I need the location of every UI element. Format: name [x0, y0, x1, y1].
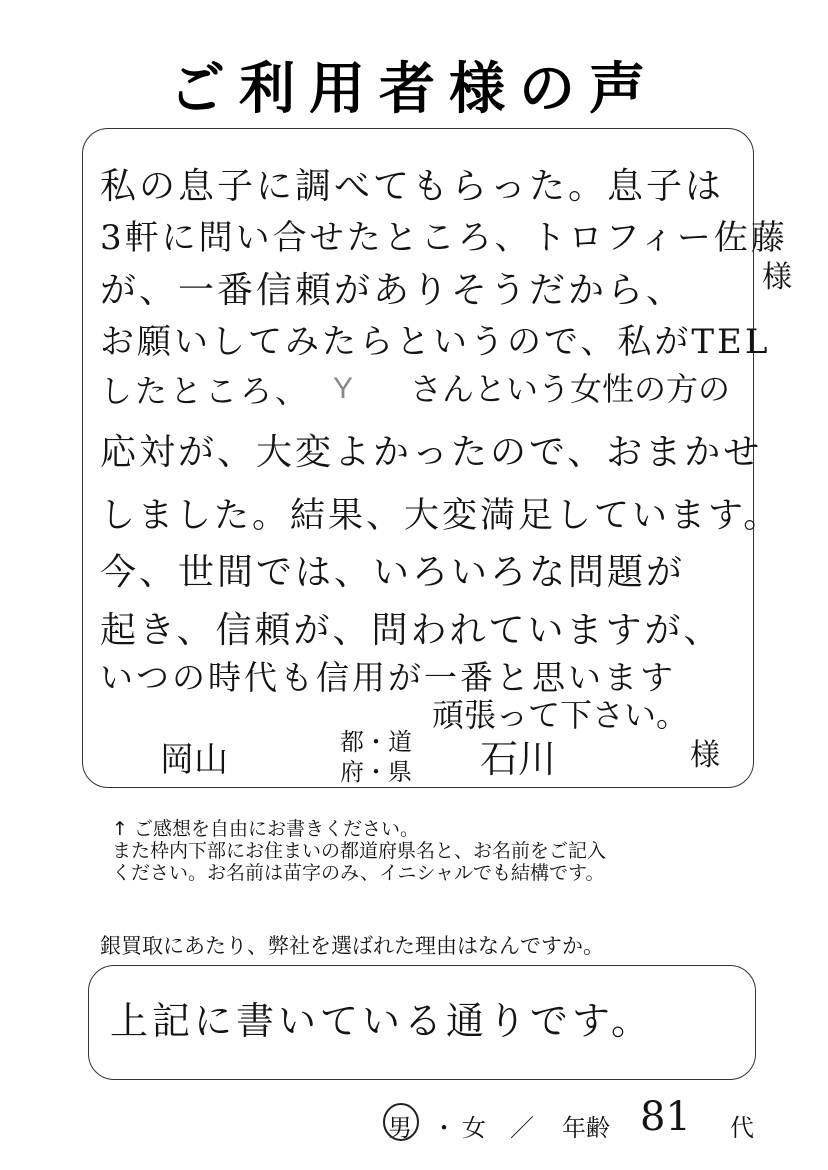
comment-line-2: 3軒に問い合せたところ、トロフィー佐藤 — [100, 218, 788, 258]
footer-slash: ／ — [510, 1114, 534, 1142]
gender-male-label: 男 — [388, 1114, 412, 1142]
comment-line-4: お願いしてみたらというので、私がTEL — [100, 322, 771, 362]
reason-question: 銀買取にあたり、弊社を選ばれた理由はなんですか。 — [100, 934, 604, 958]
comment-line-8: 今、世間では、いろいろな問題が — [100, 552, 686, 593]
comment-line-9: 起き、信頼が、問われていますが、 — [100, 610, 723, 651]
gender-circle-mark — [380, 1100, 422, 1144]
page-title: ご利用者様の声 — [169, 57, 659, 122]
gender-female: 女 — [462, 1114, 486, 1142]
comment-line-6: 応対が、大変よかったので、おまかせ — [100, 432, 763, 473]
customer-name: 石川 — [480, 737, 557, 781]
instruction-line-3: ください。お名前は苗字のみ、イニシャルでも結構です。 — [112, 862, 605, 884]
reason-answer: 上記に書いている通りです。 — [110, 999, 653, 1043]
staff-suffix: さんという女性の方の — [410, 370, 731, 408]
comment-line-7: しました。結果、大変満足しています。 — [100, 496, 782, 536]
age-label: 年齢 — [562, 1114, 610, 1142]
name-honorific: 様 — [690, 738, 720, 773]
age-decade: 代 — [730, 1114, 754, 1142]
comment-line-5: したところ、 — [100, 372, 311, 410]
instruction-line-2: また枠内下部にお住まいの都道府県名と、お名前をご記入 — [112, 840, 607, 862]
prefecture-label-bottom: 府・県 — [340, 758, 412, 786]
side-honorific: 様 — [762, 260, 792, 295]
gender-separator: ・ — [432, 1114, 456, 1142]
staff-initial: Y — [333, 372, 354, 405]
prefecture-label-top: 都・道 — [340, 728, 412, 756]
comment-line-1: 私の息子に調べてもらった。息子は — [100, 166, 725, 207]
age-value: 81 — [640, 1094, 691, 1140]
comment-line-10: いつの時代も信用が一番と思います — [100, 658, 676, 697]
comment-line-3: が、一番信頼がありそうだから、 — [100, 270, 686, 311]
instruction-line-1: ↑ ご感想を自由にお書きください。 — [112, 818, 419, 840]
comment-line-11: 頑張って下さい。 — [432, 696, 689, 734]
prefecture-value: 岡山 — [160, 740, 228, 780]
